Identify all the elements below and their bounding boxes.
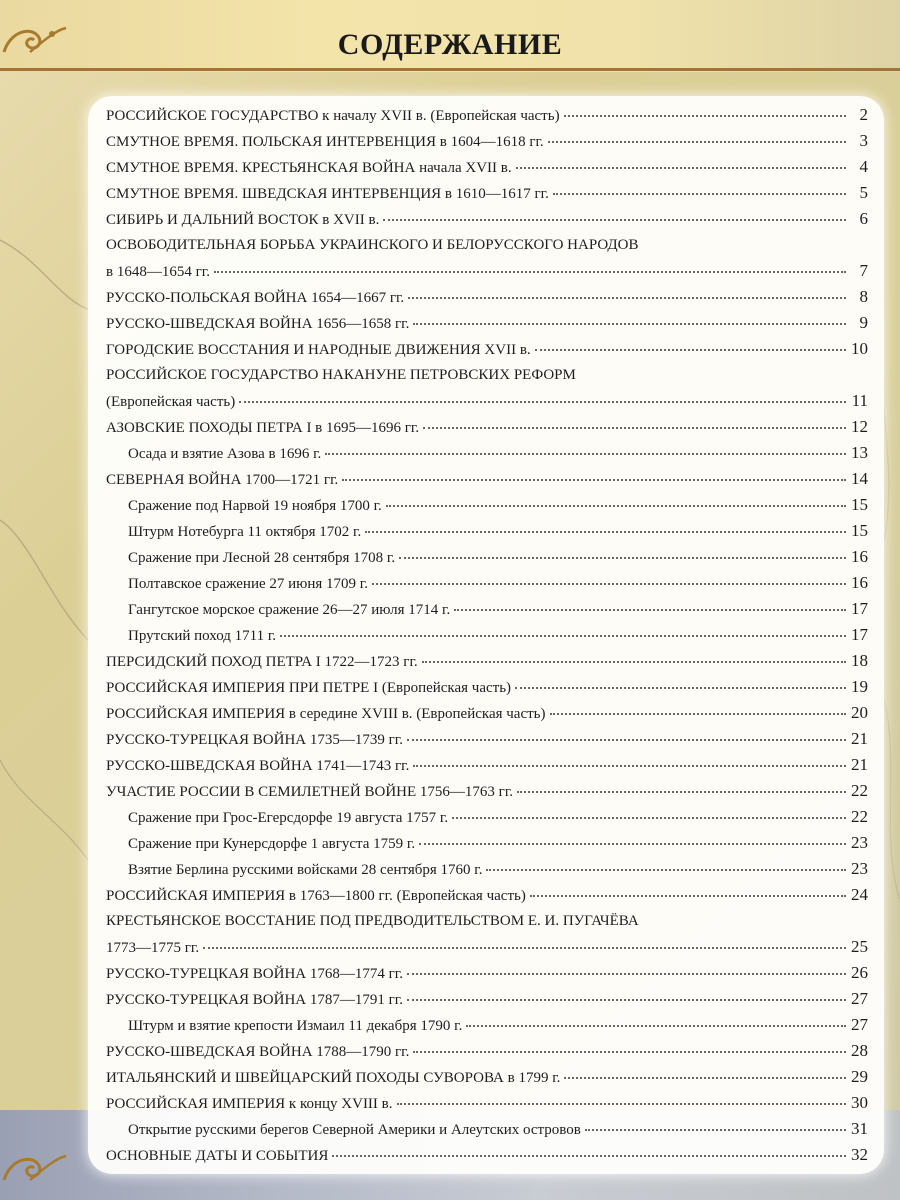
- dot-leader: [203, 947, 846, 949]
- toc-page-number: 14: [851, 469, 868, 488]
- toc-entry-title: Сражение при Лесной 28 сентября 1708 г.: [128, 550, 396, 566]
- toc-page-number: 31: [851, 1119, 868, 1138]
- toc-page-number: 22: [851, 807, 868, 826]
- toc-entry-title: Сражение при Кунерсдорфе 1 августа 1759 г.: [128, 836, 416, 852]
- toc-entry-title: Штурм и взятие крепости Измаил 11 декабря 1790 г.: [128, 1018, 463, 1034]
- toc-entry-title: ИТАЛЬЯНСКИЙ И ШВЕЙЦАРСКИЙ ПОХОДЫ СУВОРОВА в 1799 г.: [106, 1070, 561, 1086]
- dot-leader: [530, 895, 846, 897]
- toc-entry-title: АЗОВСКИЕ ПОХОДЫ ПЕТРА I в 1695—1696 гг.: [106, 420, 420, 436]
- toc-entry-title: РОССИЙСКОЕ ГОСУДАРСТВО к началу XVII в. (Европейская часть): [106, 108, 560, 124]
- toc-page-number: 23: [851, 859, 868, 878]
- dot-leader: [452, 817, 846, 819]
- toc-page-number: 27: [851, 989, 868, 1008]
- dot-leader: [407, 999, 846, 1001]
- toc-entry-heading: ОСВОБОДИТЕЛЬНАЯ БОРЬБА УКРАИНСКОГО И БЕЛОРУССКОГО НАРОДОВ: [106, 237, 639, 253]
- toc-entry-title: Взятие Берлина русскими войсками 28 сентября 1760 г.: [128, 862, 483, 878]
- toc-entry[interactable]: [106, 284, 868, 310]
- toc-page-number: 18: [851, 651, 868, 670]
- dot-leader: [419, 843, 846, 845]
- toc-entry[interactable]: [106, 986, 868, 1012]
- toc-entry-title: РУССКО-ТУРЕЦКАЯ ВОЙНА 1787—1791 гг.: [106, 992, 403, 1008]
- toc-entry-title: Прутский поход 1711 г.: [128, 628, 277, 644]
- toc-entry[interactable]: [106, 934, 868, 960]
- dot-leader: [332, 1155, 846, 1157]
- toc-entry[interactable]: [106, 1064, 868, 1090]
- toc-page-number: 7: [859, 261, 868, 280]
- toc-entry-title: РУССКО-ШВЕДСКАЯ ВОЙНА 1741—1743 гг.: [106, 758, 410, 774]
- toc-entry-title: РУССКО-ШВЕДСКАЯ ВОЙНА 1656—1658 гг.: [106, 316, 410, 332]
- toc-page-number: 23: [851, 833, 868, 852]
- toc-subentry[interactable]: [106, 492, 868, 518]
- toc-page-number: 19: [851, 677, 868, 696]
- dot-leader: [365, 531, 846, 533]
- dot-leader: [517, 791, 846, 793]
- toc-page-number: 16: [851, 547, 868, 566]
- toc-subentry[interactable]: [106, 830, 868, 856]
- dot-leader: [550, 713, 846, 715]
- toc-entry[interactable]: [106, 154, 868, 180]
- toc-page-number: 8: [859, 287, 868, 306]
- toc-page-number: 4: [859, 157, 868, 176]
- toc-entry-title: СЕВЕРНАЯ ВОЙНА 1700—1721 гг.: [106, 472, 339, 488]
- dot-leader: [466, 1025, 846, 1027]
- toc-subentry[interactable]: [106, 518, 868, 544]
- dot-leader: [413, 1051, 846, 1053]
- toc-subentry[interactable]: [106, 1012, 868, 1038]
- toc-page-number: 15: [851, 495, 868, 514]
- toc-entry[interactable]: [106, 882, 868, 908]
- dot-leader: [564, 1077, 846, 1079]
- dot-leader: [407, 973, 846, 975]
- toc-page-number: 28: [851, 1041, 868, 1060]
- toc-entry-title: УЧАСТИЕ РОССИИ В СЕМИЛЕТНЕЙ ВОЙНЕ 1756—1763 гг.: [106, 784, 514, 800]
- toc-entry-title: СМУТНОЕ ВРЕМЯ. ПОЛЬСКАЯ ИНТЕРВЕНЦИЯ в 1604—1618 гг.: [106, 134, 544, 150]
- toc-entry-title: ГОРОДСКИЕ ВОССТАНИЯ И НАРОДНЫЕ ДВИЖЕНИЯ XVII в.: [106, 342, 531, 358]
- toc-page-number: 30: [851, 1093, 868, 1112]
- toc-entry-title: РУССКО-ШВЕДСКАЯ ВОЙНА 1788—1790 гг.: [106, 1044, 410, 1060]
- dot-leader: [548, 141, 846, 143]
- toc-entry-title: РОССИЙСКАЯ ИМПЕРИЯ в середине XVIII в. (Европейская часть): [106, 706, 546, 722]
- toc-page-number: 22: [851, 781, 868, 800]
- toc-entry[interactable]: [106, 466, 868, 492]
- toc-entry-title: СИБИРЬ И ДАЛЬНИЙ ВОСТОК в XVII в.: [106, 212, 380, 228]
- dot-leader: [553, 193, 846, 195]
- toc-entry[interactable]: [106, 128, 868, 154]
- toc-subentry[interactable]: [106, 440, 868, 466]
- dot-leader: [386, 505, 846, 507]
- dot-leader: [214, 271, 846, 273]
- toc-entry[interactable]: [106, 310, 868, 336]
- dot-leader: [413, 765, 846, 767]
- header-divider: [0, 68, 900, 71]
- toc-entry-title: РОССИЙСКАЯ ИМПЕРИЯ ПРИ ПЕТРЕ I (Европейская часть): [106, 680, 512, 696]
- toc-page-number: 5: [859, 183, 868, 202]
- toc-page-number: 27: [851, 1015, 868, 1034]
- toc-entry-heading: РОССИЙСКОЕ ГОСУДАРСТВО НАКАНУНЕ ПЕТРОВСКИХ РЕФОРМ: [106, 367, 576, 383]
- toc-entry[interactable]: [106, 1142, 868, 1168]
- toc-subentry[interactable]: [106, 596, 868, 622]
- toc-entry-title: Штурм Нотебурга 11 октября 1702 г.: [128, 524, 362, 540]
- toc-entry[interactable]: [106, 778, 868, 804]
- toc-entry-title: (Европейская часть): [106, 394, 236, 410]
- toc-entry-title: Сражение при Грос-Егерсдорфе 19 августа 1757 г.: [128, 810, 449, 826]
- toc-page-number: 10: [851, 339, 868, 358]
- toc-entry[interactable]: [106, 752, 868, 778]
- toc-page-number: 3: [859, 131, 868, 150]
- toc-entry[interactable]: [106, 1038, 868, 1064]
- toc-page-number: 2: [859, 105, 868, 124]
- toc-entry-title: РОССИЙСКАЯ ИМПЕРИЯ в 1763—1800 гг. (Европейская часть): [106, 888, 526, 904]
- toc-entry[interactable]: [106, 102, 868, 128]
- toc-entry[interactable]: [106, 648, 868, 674]
- toc-page-number: 29: [851, 1067, 868, 1086]
- toc-subentry[interactable]: [106, 622, 868, 648]
- toc-entry[interactable]: [106, 258, 868, 284]
- dot-leader: [486, 869, 846, 871]
- toc-page-number: 26: [851, 963, 868, 982]
- toc-entry[interactable]: [106, 206, 868, 232]
- toc-entry-title: РУССКО-ТУРЕЦКАЯ ВОЙНА 1735—1739 гг.: [106, 732, 403, 748]
- ornament-icon: [0, 1140, 70, 1190]
- dot-leader: [422, 661, 846, 663]
- toc-subentry[interactable]: [106, 544, 868, 570]
- toc-entry-title: РУССКО-ПОЛЬСКАЯ ВОЙНА 1654—1667 гг.: [106, 290, 405, 306]
- toc-entry[interactable]: [106, 336, 868, 362]
- dot-leader: [407, 739, 846, 741]
- dot-leader: [397, 1103, 846, 1105]
- dot-leader: [515, 687, 846, 689]
- dot-leader: [239, 401, 846, 403]
- toc-page-number: 20: [851, 703, 868, 722]
- dot-leader: [585, 1129, 846, 1131]
- toc-entry-title: Осада и взятие Азова в 1696 г.: [128, 446, 322, 462]
- toc-subentry[interactable]: [106, 804, 868, 830]
- dot-leader: [516, 167, 846, 169]
- toc-entry-title: СМУТНОЕ ВРЕМЯ. ШВЕДСКАЯ ИНТЕРВЕНЦИЯ в 1610—1617 гг.: [106, 186, 549, 202]
- dot-leader: [564, 115, 846, 117]
- toc-entry-title: РОССИЙСКАЯ ИМПЕРИЯ к концу XVIII в.: [106, 1096, 393, 1112]
- toc-page-number: 15: [851, 521, 868, 540]
- toc-page-number: 12: [851, 417, 868, 436]
- toc-subentry[interactable]: [106, 570, 868, 596]
- toc-entry[interactable]: [106, 960, 868, 986]
- dot-leader: [399, 557, 846, 559]
- toc-page-number: 17: [851, 599, 868, 618]
- toc-page-number: 24: [851, 885, 868, 904]
- toc-page-number: 13: [851, 443, 868, 462]
- dot-leader: [423, 427, 846, 429]
- toc-page-number: 21: [851, 729, 868, 748]
- toc-page-number: 6: [859, 209, 868, 228]
- toc-page-number: 17: [851, 625, 868, 644]
- dot-leader: [325, 453, 846, 455]
- toc-entry[interactable]: [106, 1090, 868, 1116]
- toc-entry[interactable]: [106, 414, 868, 440]
- toc-entry[interactable]: [106, 388, 868, 414]
- dot-leader: [372, 583, 846, 585]
- toc-page-number: 11: [851, 391, 868, 410]
- toc-entry-title: Открытие русскими берегов Северной Америки и Алеутских островов: [128, 1122, 581, 1138]
- dot-leader: [535, 349, 846, 351]
- toc-page-number: 25: [851, 937, 868, 956]
- toc-entry-title: РУССКО-ТУРЕЦКАЯ ВОЙНА 1768—1774 гг.: [106, 966, 403, 982]
- toc-entry-title: Сражение под Нарвой 19 ноября 1700 г.: [128, 498, 382, 514]
- toc-entry-title: 1773—1775 гг.: [106, 940, 200, 956]
- toc-entry[interactable]: [106, 700, 868, 726]
- dot-leader: [342, 479, 846, 481]
- dot-leader: [413, 323, 846, 325]
- toc-entry[interactable]: [106, 180, 868, 206]
- toc-page-number: 32: [851, 1145, 868, 1164]
- toc-entry-title: в 1648—1654 гг.: [106, 264, 210, 280]
- toc-entry-heading: КРЕСТЬЯНСКОЕ ВОССТАНИЕ ПОД ПРЕДВОДИТЕЛЬСТВОМ Е. И. ПУГАЧЁВА: [106, 913, 639, 929]
- toc-entry[interactable]: [106, 674, 868, 700]
- toc-entry-title: СМУТНОЕ ВРЕМЯ. КРЕСТЬЯНСКАЯ ВОЙНА начала XVII в.: [106, 160, 512, 176]
- dot-leader: [454, 609, 846, 611]
- toc-entry-title: ОСНОВНЫЕ ДАТЫ И СОБЫТИЯ: [106, 1148, 329, 1164]
- toc-entry-title: ПЕРСИДСКИЙ ПОХОД ПЕТРА I 1722—1723 гг.: [106, 654, 418, 670]
- table-of-contents: [106, 102, 868, 1168]
- page-title: СОДЕРЖАНИЕ: [337, 28, 563, 61]
- dot-leader: [383, 219, 846, 221]
- toc-entry-title: Полтавское сражение 27 июня 1709 г.: [128, 576, 369, 592]
- toc-page-number: 16: [851, 573, 868, 592]
- toc-page-number: 9: [859, 313, 868, 332]
- toc-subentry[interactable]: [106, 856, 868, 882]
- dot-leader: [408, 297, 846, 299]
- toc-page-number: 21: [851, 755, 868, 774]
- toc-entry[interactable]: [106, 726, 868, 752]
- toc-entry-title: Гангутское морское сражение 26—27 июля 1714 г.: [128, 602, 451, 618]
- toc-subentry[interactable]: [106, 1116, 868, 1142]
- dot-leader: [280, 635, 846, 637]
